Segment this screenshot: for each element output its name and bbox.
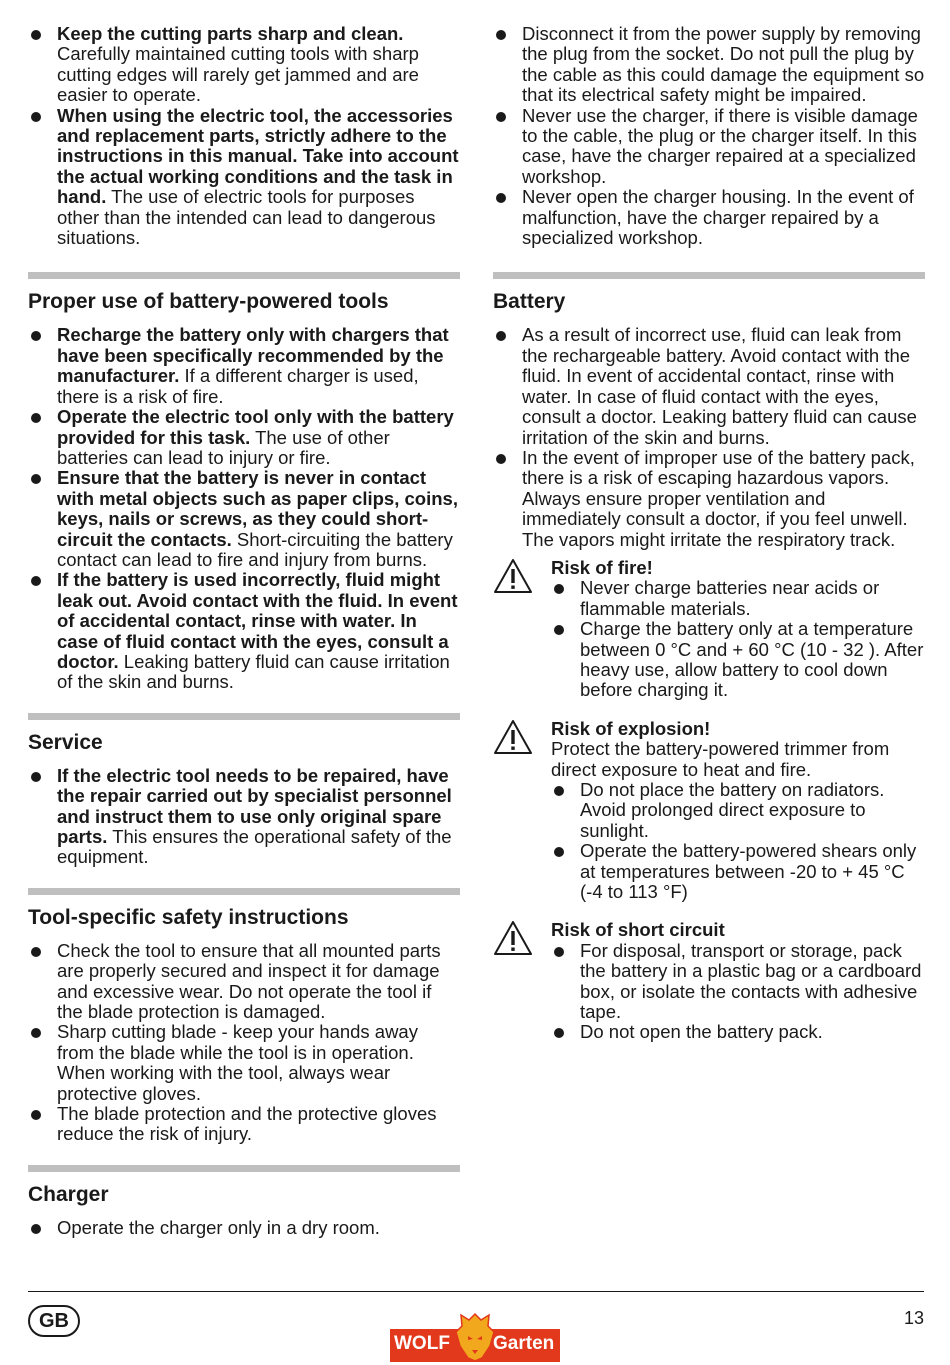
bullet-icon xyxy=(31,30,41,40)
bullet-icon xyxy=(554,786,564,796)
list-item: Sharp cutting blade - keep your hands away from the blade while the tool is in operation. When working with the tool, always wear protective gloves. xyxy=(28,1022,460,1104)
warning-title: Risk of explosion! xyxy=(551,717,711,739)
list-item: Ensure that the battery is never in contact with metal objects such as paper clips, coins, keys, nails or screws, as they could short-circuit the contacts. Short-circuiting the battery contact can lead to fire and injury from burns. xyxy=(28,468,460,570)
battery-list xyxy=(493,325,925,549)
section-divider xyxy=(28,888,460,895)
list-item: For disposal, transport or storage, pack the battery in a plastic bag or a cardboard box, or isolate the contacts with adhesive tape. xyxy=(551,941,925,1023)
bullet-icon xyxy=(496,454,506,464)
bullet-icon xyxy=(554,947,564,957)
bullet-icon xyxy=(496,331,506,341)
warning-triangle-icon xyxy=(493,920,533,956)
section-divider xyxy=(28,1165,460,1172)
page-number: 13 xyxy=(903,1308,924,1328)
bullet-icon xyxy=(31,1028,41,1038)
service-list xyxy=(28,766,460,868)
logo-text-left: WOLF xyxy=(394,1333,450,1354)
list-item: Never charge batteries near acids or flammable materials. xyxy=(551,578,925,619)
list-item: Check the tool to ensure that all mounted parts are properly secured and inspect it for damage and excessive wear. Do not operate the tool if the blade protection is damaged. xyxy=(28,941,460,1023)
section-heading: Charger xyxy=(28,1182,109,1206)
bullet-icon xyxy=(496,112,506,122)
bullet-icon xyxy=(496,30,506,40)
section-divider xyxy=(28,713,460,720)
charger-continued-list xyxy=(493,24,925,248)
list-item: In the event of improper use of the battery pack, there is a risk of escaping hazardous vapors. Always ensure proper ventilation and immediately consult a doctor, if you feel unwell. The vapors might irritate the respiratory track. xyxy=(493,448,925,550)
section-heading: Proper use of battery-powered tools xyxy=(28,290,389,314)
bullet-icon xyxy=(554,1028,564,1038)
list-item: Operate the electric tool only with the battery provided for this task. The use of other batteries can lead to injury or fire. xyxy=(28,407,460,468)
bullet-icon xyxy=(31,413,41,423)
section-heading: Service xyxy=(28,730,103,754)
section-heading: Battery xyxy=(493,290,566,314)
bullet-icon xyxy=(31,1224,41,1234)
bullet-icon xyxy=(31,474,41,484)
warning-intro: Protect the battery-powered trimmer from direct exposure to heat and fire. xyxy=(551,738,890,780)
bullet-icon xyxy=(496,193,506,203)
list-item: If the battery is used incorrectly, fluid might leak out. Avoid contact with the fluid. In event of accidental contact, rinse with water. In case of fluid contact with the eyes, consult a doctor. Leaking battery fluid can cause irritation of the skin and burns. xyxy=(28,570,460,692)
list-item: If the electric tool needs to be repaired, have the repair carried out by specialist personnel and instruct them to use only original spare parts. This ensures the operational safety of the equipment. xyxy=(28,766,460,868)
bullet-icon xyxy=(31,1110,41,1120)
bullet-icon xyxy=(554,847,564,857)
battery-tools-list xyxy=(28,325,460,692)
list-item: Never use the charger, if there is visible damage to the cable, the plug or the charger itself. In this case, have the charger repaired at a specialized workshop. xyxy=(493,106,925,188)
list-item: Disconnect it from the power supply by removing the plug from the socket. Do not pull the plug by the cable as this could damage the equipment so that its electrical safety might be impaired. xyxy=(493,24,925,106)
country-badge: GB xyxy=(28,1305,80,1337)
right-column xyxy=(493,24,925,1043)
wolf-head-icon xyxy=(454,1312,496,1362)
bullet-icon xyxy=(554,625,564,635)
left-column xyxy=(28,24,460,1238)
risk-of-explosion-warning xyxy=(493,719,925,903)
warning-title: Risk of short circuit xyxy=(551,919,725,941)
warning-triangle-icon xyxy=(493,558,533,594)
list-item: Do not open the battery pack. xyxy=(551,1022,925,1042)
footer-divider xyxy=(28,1291,924,1292)
tool-list xyxy=(28,941,460,1145)
bullet-icon xyxy=(31,772,41,782)
charger-list xyxy=(28,1218,460,1238)
risk-of-short-circuit-warning xyxy=(493,920,925,1042)
bullet-icon xyxy=(31,331,41,341)
bullet-icon xyxy=(31,947,41,957)
warning-triangle-icon xyxy=(493,719,533,755)
list-item: Do not place the battery on radiators. Avoid prolonged direct exposure to sunlight. xyxy=(551,780,925,841)
bullet-icon xyxy=(554,584,564,594)
list-item: The blade protection and the protective gloves reduce the risk of injury. xyxy=(28,1104,460,1145)
list-item: Charge the battery only at a temperature between 0 °C and + 60 °C (10 - 32 ). After heavy use, allow battery to cool down before charging it. xyxy=(551,619,925,701)
wolf-garten-logo xyxy=(390,1312,560,1362)
list-item: As a result of incorrect use, fluid can leak from the rechargeable battery. Avoid contact with the fluid. In event of accidental contact, rinse with water. In case of fluid contact with the eyes, consult a doctor. Leaking battery fluid can cause irritation of the skin and burns. xyxy=(493,325,925,447)
list-item: Keep the cutting parts sharp and clean. Carefully maintained cutting tools with sharp cutting edges will rarely get jammed and are easier to operate. xyxy=(28,24,460,106)
list-item: Operate the battery-powered shears only at temperatures between -20 to + 45 °C (-4 to 113 °F) xyxy=(551,841,925,902)
list-item: When using the electric tool, the accessories and replacement parts, strictly adhere to the instructions in this manual. Take into account the actual working conditions and the task in hand. The use of electric tools for purposes other than the intended can lead to dangerous situations. xyxy=(28,106,460,249)
list-item: Operate the charger only in a dry room. xyxy=(28,1218,460,1238)
bullet-icon xyxy=(31,576,41,586)
section-heading: Tool-specific safety instructions xyxy=(28,905,349,929)
bullet-icon xyxy=(31,112,41,122)
section-divider xyxy=(28,272,460,279)
list-item: Never open the charger housing. In the event of malfunction, have the charger repaired by a specialized workshop. xyxy=(493,187,925,248)
logo-text-right: Garten xyxy=(493,1333,555,1354)
section-divider xyxy=(493,272,925,279)
warning-title: Risk of fire! xyxy=(551,556,653,578)
risk-of-fire-warning xyxy=(493,558,925,701)
list-item: Recharge the battery only with chargers that have been specifically recommended by the manufacturer. If a different charger is used, there is a risk of fire. xyxy=(28,325,460,407)
intro-list xyxy=(28,24,460,248)
